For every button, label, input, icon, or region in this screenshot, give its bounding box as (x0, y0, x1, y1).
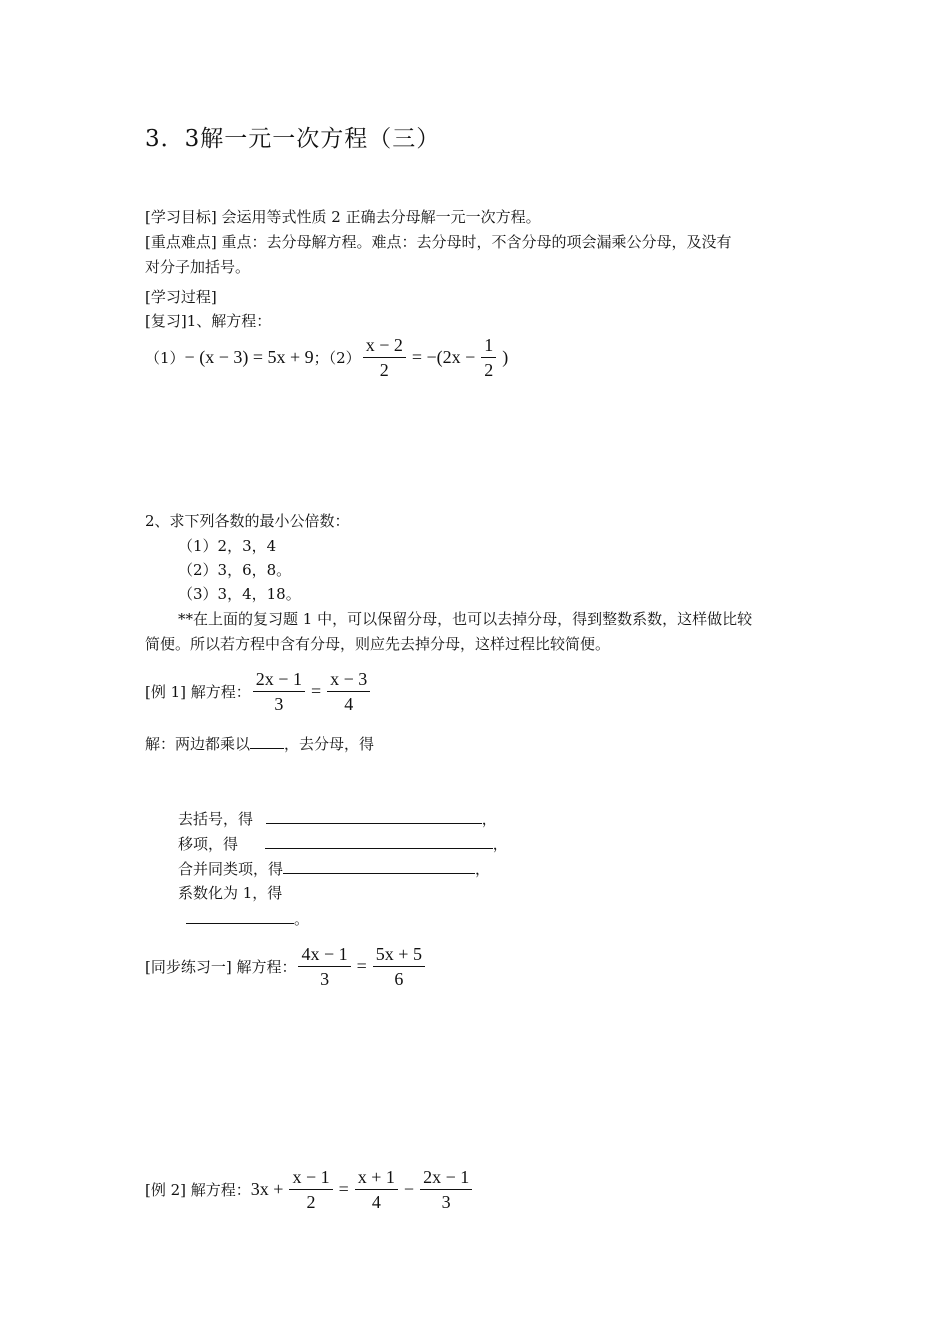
p1-right-fraction (373, 944, 425, 989)
ex2-fraction-1 (289, 1167, 332, 1212)
lcm-heading: 2、求下列各数的最小公倍数： (145, 512, 350, 530)
practice-1-equation (296, 944, 426, 989)
lcm-note-line-1: **在上面的复习题 1 中，可以保留分母，也可以去掉分母，得到整数系数，这样做比较 (178, 610, 753, 628)
eq2-fraction (363, 335, 406, 380)
solution-suffix: ，去分母，得 (284, 735, 375, 753)
example-2 (145, 1163, 474, 1215)
ex2-equals: = (338, 1178, 349, 1199)
ex2-f1-numerator: x − 1 (289, 1167, 332, 1190)
key-points-text: 重点：去分母解方程。难点：去分母时，不含分母的项会漏乘公分母，及没有 (221, 233, 732, 251)
p1-equals: = (356, 955, 367, 976)
p1-left-numerator: 4x − 1 (298, 944, 350, 967)
final-answer (186, 908, 309, 929)
step-transpose (178, 833, 508, 854)
example-1-solution (145, 733, 374, 754)
review-heading: [复习]1、解方程： (145, 312, 272, 330)
ex2-f3-denominator: 3 (441, 1191, 451, 1212)
page-title: 3．3解一元一次方程（三） (145, 126, 441, 152)
eq2-middle: = −(2x − (411, 346, 476, 367)
ex1-right-numerator: x − 3 (327, 669, 370, 692)
step-transpose-blank[interactable] (265, 836, 493, 849)
equation-1: − (x − 3) = 5x + 9 (184, 346, 314, 367)
eq2-half-fraction (481, 335, 496, 380)
step-expand-blank[interactable] (266, 811, 482, 824)
example-1-equation (251, 669, 372, 714)
eq-separator: ；（2） (313, 348, 361, 367)
example-2-label: [例 2] 解方程： (145, 1180, 251, 1199)
ex2-f2-denominator: 4 (371, 1191, 381, 1212)
ex2-f2-numerator: x + 1 (355, 1167, 398, 1190)
ex1-right-denominator: 4 (344, 693, 354, 714)
lcm-note-line-2: 简便。所以若方程中含有分母，则应先去掉分母，这样过程比较简便。 (145, 635, 611, 653)
objective-tag: [学习目标] (145, 208, 217, 226)
lcm-item-3: （3）3，4，18。 (178, 585, 301, 603)
eq2-close-paren: ) (502, 346, 509, 367)
ex2-fraction-3 (420, 1167, 472, 1212)
step-expand (178, 808, 497, 829)
ex2-minus: − (403, 1178, 415, 1199)
step-expand-label: 去括号，得 (178, 810, 254, 828)
p1-left-fraction (298, 944, 350, 989)
review-equations (145, 334, 508, 380)
key-points-line-1 (145, 231, 732, 252)
ex1-equals: = (310, 680, 322, 701)
lcm-item-1: （1）2，3，4 (178, 537, 277, 555)
eq2-half-numerator: 1 (481, 335, 496, 358)
learning-objective (145, 206, 541, 227)
key-points-tag: [重点难点] (145, 233, 217, 251)
equation-2 (361, 335, 509, 380)
eq2-numerator: x − 2 (363, 335, 406, 358)
step-transpose-comma: ， (492, 835, 508, 853)
ex1-right-fraction (327, 669, 370, 714)
ex1-left-numerator: 2x − 1 (253, 669, 305, 692)
step-combine-blank[interactable] (283, 861, 475, 874)
p1-left-denominator: 3 (320, 968, 330, 989)
multiplier-blank[interactable] (250, 736, 284, 749)
p1-right-numerator: 5x + 5 (373, 944, 425, 967)
eq2-half-denominator: 2 (484, 359, 494, 380)
ex2-f3-numerator: 2x − 1 (420, 1167, 472, 1190)
final-answer-period: 。 (294, 910, 310, 928)
ex2-f1-denominator: 2 (306, 1191, 316, 1212)
step-expand-comma: ， (481, 810, 497, 828)
eq2-denominator: 2 (379, 359, 389, 380)
p1-right-denominator: 6 (394, 968, 404, 989)
step-transpose-label: 移项，得 (178, 835, 239, 853)
example-1 (145, 665, 372, 717)
process-tag: [学习过程] (145, 288, 217, 306)
ex1-left-fraction (253, 669, 305, 714)
step-combine-label: 合并同类项，得 (178, 860, 284, 878)
step-combine-comma: ， (475, 860, 491, 878)
objective-text: 会运用等式性质 2 正确去分母解一元一次方程。 (221, 208, 541, 226)
practice-1-label: [同步练习一] 解方程： (145, 957, 297, 976)
step-coefficient: 系数化为 1，得 (178, 884, 283, 902)
ex2-fraction-2 (355, 1167, 398, 1212)
key-points-line-2: 对分子加括号。 (145, 258, 251, 276)
final-answer-blank[interactable] (186, 911, 294, 924)
ex1-left-denominator: 3 (274, 693, 284, 714)
example-1-label: [例 1] 解方程： (145, 682, 251, 701)
ex2-lead: 3x + (250, 1178, 284, 1199)
step-combine (178, 858, 490, 879)
eq1-label: （1） (145, 348, 185, 367)
lcm-item-2: （2）3，6，8。 (178, 561, 292, 579)
example-2-equation (251, 1167, 474, 1212)
practice-1 (145, 940, 427, 992)
solution-prefix: 解：两边都乘以 (145, 735, 251, 753)
